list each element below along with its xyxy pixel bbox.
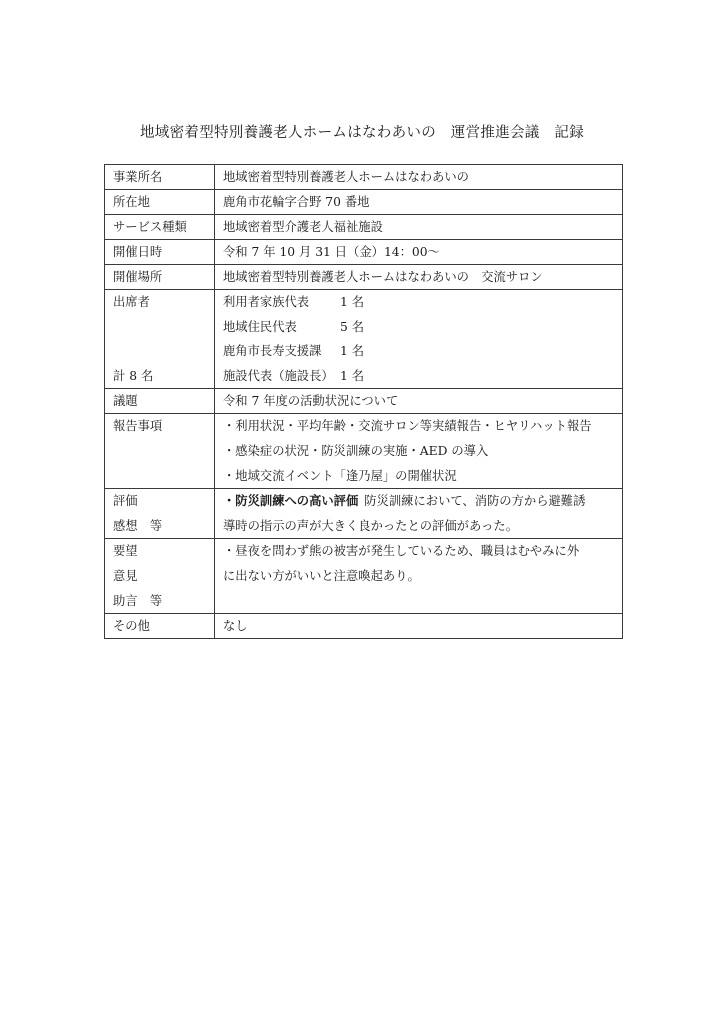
evaluation-highlight: ・防災訓練への高い評価 — [223, 493, 359, 509]
attendee-count: 1 名 — [340, 368, 365, 383]
value-service: 地域密着型介護老人福祉施設 — [215, 215, 623, 240]
row-office — [105, 165, 623, 190]
evaluation-text-1: 防災訓練において、消防の方から避難誘 — [364, 494, 586, 509]
request-line-1: ・昼夜を問わず熊の被害が発生しているため、職員はむやみに外 — [223, 544, 580, 559]
row-request — [105, 539, 623, 614]
label-agenda: 議題 — [105, 389, 215, 414]
row-venue — [105, 265, 623, 290]
value-agenda: 令和 7 年度の活動状況について — [215, 389, 623, 414]
label-attendees: 出席者 — [113, 295, 150, 309]
value-venue: 地域密着型特別養護老人ホームはなわあいの 交流サロン — [215, 265, 623, 290]
label-report: 報告事項 — [105, 414, 215, 489]
value-office: 地域密着型特別養護老人ホームはなわあいの — [215, 165, 623, 190]
request-line-2: に出ない方がいいと注意喚起あり。 — [223, 568, 420, 583]
attendee-item — [223, 290, 622, 315]
label-request-1: 要望 — [113, 544, 138, 559]
attendee-item — [223, 364, 622, 389]
label-venue: 開催場所 — [105, 265, 215, 290]
label-attendees-cell — [105, 290, 215, 389]
spacer — [113, 315, 214, 340]
attendee-item — [223, 339, 622, 364]
row-evaluation — [105, 489, 623, 539]
report-line: ・感染症の状況・防災訓練の実施・AED の導入 — [223, 443, 489, 458]
label-address: 所在地 — [105, 190, 215, 215]
spacer — [223, 589, 622, 614]
attendee-name: 施設代表（施設長） — [223, 368, 334, 383]
label-date: 開催日時 — [105, 240, 215, 265]
attendee-name: 利用者家族代表 — [223, 295, 310, 309]
value-address: 鹿角市花輪字合野 70 番地 — [215, 190, 623, 215]
label-request-2: 意見 — [113, 568, 138, 583]
value-request — [215, 539, 623, 614]
value-other: なし — [215, 614, 623, 639]
label-other: その他 — [105, 614, 215, 639]
label-request-cell — [105, 539, 215, 614]
meeting-record-table — [104, 164, 623, 639]
value-report — [215, 414, 623, 489]
row-report — [105, 414, 623, 489]
report-line: ・利用状況・平均年齢・交流サロン等実績報告・ヒヤリハット報告 — [223, 419, 592, 434]
attendee-count: 1 名 — [340, 295, 365, 309]
evaluation-line-2: 導時の指示の声が大きく良かったとの評価があった。 — [223, 518, 519, 533]
report-line: ・地域交流イベント「逢乃屋」の開催状況 — [223, 468, 457, 483]
value-evaluation — [215, 489, 623, 539]
label-attendees-total: 計 8 名 — [113, 368, 154, 383]
row-agenda — [105, 389, 623, 414]
attendee-item — [223, 315, 622, 340]
evaluation-line-1 — [223, 489, 622, 514]
label-office: 事業所名 — [105, 165, 215, 190]
label-request-3: 助言 等 — [113, 593, 163, 608]
attendee-name: 鹿角市長寿支援課 — [223, 344, 322, 359]
label-evaluation-2: 感想 等 — [113, 518, 163, 533]
attendee-count: 5 名 — [340, 319, 365, 334]
label-evaluation-cell — [105, 489, 215, 539]
attendee-count: 1 名 — [340, 344, 365, 359]
row-address — [105, 190, 623, 215]
label-service: サービス種類 — [105, 215, 215, 240]
document-title: 地域密着型特別養護老人ホームはなわあいの 運営推進会議 記録 — [140, 125, 584, 141]
row-other — [105, 614, 623, 639]
attendee-name: 地域住民代表 — [223, 319, 297, 334]
value-attendees — [215, 290, 623, 389]
value-date: 令和 7 年 10 月 31 日（金）14：00〜 — [215, 240, 623, 265]
row-attendees — [105, 290, 623, 389]
label-evaluation-1: 評価 — [113, 494, 138, 509]
row-service — [105, 215, 623, 240]
row-date — [105, 240, 623, 265]
spacer — [113, 339, 214, 364]
